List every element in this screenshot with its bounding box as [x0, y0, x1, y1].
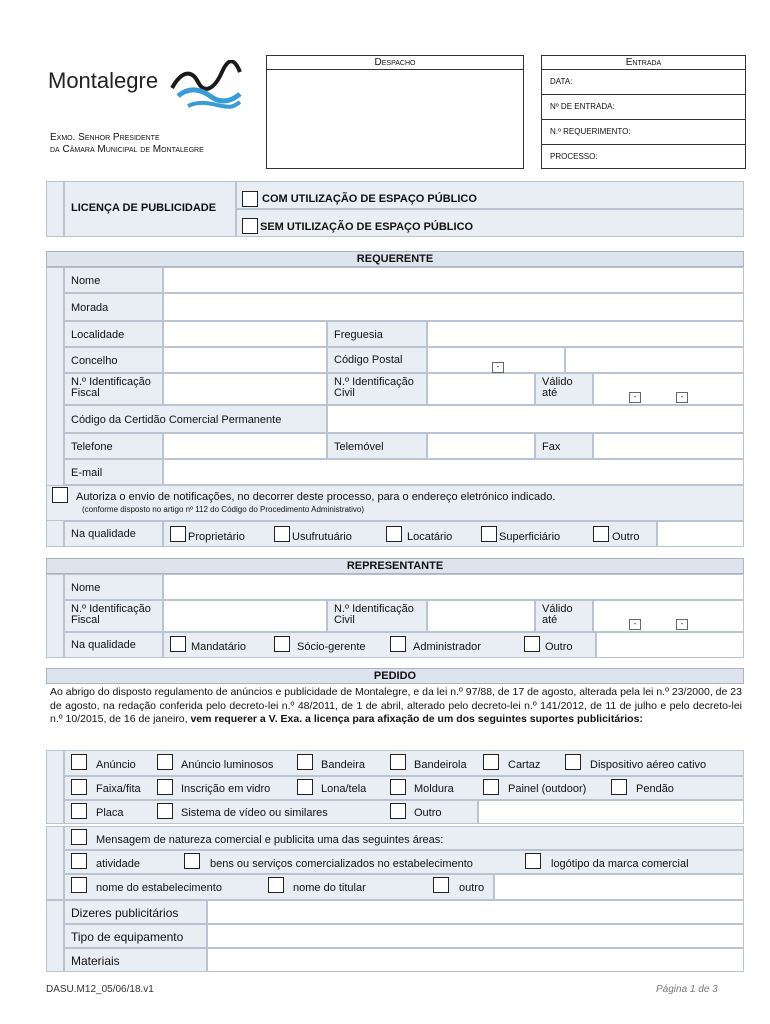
rep-nic-label: N.º Identificação Civil — [327, 600, 427, 632]
entrada-numero[interactable]: Nº DE ENTRADA: — [542, 95, 745, 120]
area-atividade-label: atividade — [96, 858, 141, 870]
req-usufrutuario-label: Usufrutuário — [292, 531, 352, 543]
req-valido-field[interactable] — [593, 373, 744, 405]
logo-wave-icon — [166, 60, 246, 120]
sistema-video-checkbox[interactable] — [157, 803, 173, 819]
dispositivo-aereo-checkbox[interactable] — [565, 754, 581, 770]
req-superficiario-label: Superficiário — [499, 531, 561, 543]
req-morada-label: Morada — [64, 293, 163, 321]
req-proprietario-label: Proprietário — [188, 531, 245, 543]
req-freguesia-label: Freguesia — [327, 321, 427, 347]
moldura-label: Moldura — [414, 783, 454, 795]
req-nic-label: N.º Identificação Civil — [327, 373, 427, 405]
rep-qualidade-outro-field[interactable] — [596, 632, 744, 658]
req-autoriza-note: (conforme disposto no artigo nº 112 do Código do Procedimento Administrativo) — [82, 505, 365, 514]
area-nome-estabelecimento-checkbox[interactable] — [71, 877, 87, 893]
req-freguesia-field[interactable] — [427, 321, 744, 347]
moldura-checkbox[interactable] — [390, 779, 406, 795]
entrada-title: Entrada — [542, 56, 745, 70]
despacho-box[interactable] — [266, 55, 524, 169]
painel-outdoor-label: Painel (outdoor) — [508, 783, 587, 795]
area-outro-label: outro — [459, 882, 485, 894]
area-nome-estabelecimento-label: nome do estabelecimento — [96, 882, 222, 894]
area-nome-titular-label: nome do titular — [293, 882, 366, 894]
req-concelho-label: Concelho — [64, 347, 163, 373]
licenca-side — [46, 181, 64, 237]
area-logotipo-label: logótipo da marca comercial — [551, 858, 689, 870]
pedido-detalhes-side — [46, 900, 64, 972]
req-valido-dash-2: - — [676, 392, 688, 403]
area-atividade-checkbox[interactable] — [71, 853, 87, 869]
req-locatario-label: Locatário — [407, 531, 453, 543]
req-proprietario-checkbox[interactable] — [170, 526, 186, 542]
req-concelho-field[interactable] — [163, 347, 327, 373]
req-qualidade-label: Na qualidade — [64, 521, 163, 547]
rep-outro-checkbox[interactable] — [524, 636, 540, 652]
rep-mandatario-checkbox[interactable] — [170, 636, 186, 652]
entrada-processo[interactable]: PROCESSO: — [550, 152, 598, 161]
mensagem-checkbox[interactable] — [71, 829, 87, 845]
req-nome-field[interactable] — [163, 267, 744, 293]
pedido-header: PEDIDO — [46, 668, 744, 684]
entrada-requerimento[interactable]: N.º REQUERIMENTO: — [542, 120, 745, 145]
rep-valido-dash-2: - — [676, 619, 688, 630]
req-codigo-postal-locality[interactable] — [565, 347, 744, 373]
faixa-fita-label: Faixa/fita — [96, 783, 141, 795]
req-nome-label: Nome — [64, 267, 163, 293]
lona-tela-label: Lona/tela — [321, 783, 367, 795]
sistema-video-label: Sistema de vídeo ou similares — [181, 807, 328, 819]
req-superficiario-checkbox[interactable] — [481, 526, 497, 542]
dizeres-label: Dizeres publicitários — [64, 900, 207, 924]
suporte-outro-checkbox[interactable] — [390, 803, 406, 819]
pedido-mensagem-side — [46, 826, 64, 900]
pendao-checkbox[interactable] — [611, 779, 627, 795]
dispositivo-aereo-label: Dispositivo aéreo cativo — [590, 759, 707, 771]
pedido-text: Ao abrigo do disposto regulamento de anúncios e publicidade de Montalegre, e da lei n.º 97/88, de 17 de agosto, alterada pela lei n.º 23/2000, de 23 de agosto, na redação conferida pelo decreto-lei n.º 48/2011, de 1 de abril, alterado pelo decreto-lei n.º 141/2012, de 11 de julho e pelo decreto-lei n.º 10/2015, de 16 de janeiro, vem requerer a V. Exa. a licença para afixação de um dos seguintes suportes publicitários: — [50, 686, 742, 725]
req-telefone-field[interactable] — [163, 433, 327, 459]
rep-nif-label: N.º Identificação Fiscal — [64, 600, 163, 632]
inscricao-vidro-label: Inscrição em vidro — [181, 783, 271, 795]
rep-socio-gerente-label: Sócio-gerente — [297, 641, 366, 653]
licenca-com-label: COM UTILIZAÇÃO DE ESPAÇO PÚBLICO — [262, 193, 477, 205]
requerente-header: REQUERENTE — [46, 251, 744, 267]
rep-mandatario-label: Mandatário — [191, 641, 247, 653]
rep-nic-field[interactable] — [427, 600, 535, 632]
footer-page: Página 1 de 3 — [656, 984, 718, 995]
rep-qualidade-label: Na qualidade — [64, 632, 163, 658]
inscricao-vidro-checkbox[interactable] — [157, 779, 173, 795]
rep-nome-field[interactable] — [163, 574, 744, 600]
faixa-fita-checkbox[interactable] — [71, 779, 87, 795]
recipient-line1: Exmo. Senhor Presidente — [50, 132, 160, 143]
pedido-suportes-side — [46, 750, 64, 824]
placa-label: Placa — [96, 807, 124, 819]
anuncio-luminosos-label: Anúncio luminosos — [181, 759, 274, 771]
req-nif-label: N.º Identificação Fiscal — [64, 373, 163, 405]
req-certidao-label: Código da Certidão Comercial Permanente — [64, 405, 327, 433]
req-fax-label: Fax — [535, 433, 593, 459]
bandeira-checkbox[interactable] — [297, 754, 313, 770]
licenca-com-checkbox[interactable] — [242, 191, 258, 207]
rep-administrador-checkbox[interactable] — [390, 636, 406, 652]
req-codigo-postal-label: Código Postal — [327, 347, 427, 373]
area-bens-servicos-checkbox[interactable] — [184, 853, 200, 869]
placa-checkbox[interactable] — [71, 803, 87, 819]
rep-nif-field[interactable] — [163, 600, 327, 632]
req-nic-field[interactable] — [427, 373, 535, 405]
rep-outro-label: Outro — [545, 641, 573, 653]
cartaz-label: Cartaz — [508, 759, 541, 771]
pedido-areas-outro-field[interactable] — [494, 874, 744, 900]
req-locatario-checkbox[interactable] — [386, 526, 402, 542]
req-certidao-field[interactable] — [327, 405, 744, 433]
req-valido-dash-1: - — [629, 392, 641, 403]
req-fax-field[interactable] — [593, 433, 744, 459]
licenca-sem-checkbox[interactable] — [242, 218, 258, 234]
materiais-field[interactable] — [207, 948, 744, 972]
req-codigo-postal-dash: - — [492, 362, 504, 373]
representante-side — [46, 574, 64, 658]
entrada-data[interactable]: DATA: — [542, 70, 745, 95]
bandeirola-checkbox[interactable] — [390, 754, 406, 770]
req-telemovel-label: Telemóvel — [327, 433, 427, 459]
dizeres-field[interactable] — [207, 900, 744, 924]
recipient-line2: da Câmara Municipal de Montalegre — [50, 144, 204, 155]
despacho-title: Despacho — [267, 56, 523, 70]
entrada-box — [541, 55, 746, 169]
rep-nome-label: Nome — [64, 574, 163, 600]
pendao-label: Pendão — [636, 783, 674, 795]
req-morada-field[interactable] — [163, 293, 744, 321]
materiais-label: Materiais — [64, 948, 207, 972]
rep-valido-dash-1: - — [629, 619, 641, 630]
req-autoriza-text: Autoriza o envio de notificações, no decorrer deste processo, para o endereço eletrónico indicado. — [76, 491, 556, 503]
painel-outdoor-checkbox[interactable] — [483, 779, 499, 795]
rep-administrador-label: Administrador — [413, 641, 481, 653]
req-telemovel-field[interactable] — [427, 433, 535, 459]
rep-valido-label: Válido até — [535, 600, 593, 632]
req-nif-field[interactable] — [163, 373, 327, 405]
req-autoriza-checkbox[interactable] — [52, 487, 68, 503]
req-localidade-field[interactable] — [163, 321, 327, 347]
anuncio-label: Anúncio — [96, 759, 136, 771]
req-telefone-label: Telefone — [64, 433, 163, 459]
anuncio-luminosos-checkbox[interactable] — [157, 754, 173, 770]
req-outro-label: Outro — [612, 531, 640, 543]
logo — [48, 60, 248, 120]
suporte-outro-label: Outro — [414, 807, 442, 819]
pedido-suportes-row3-blank — [478, 800, 744, 824]
representante-header: REPRESENTANTE — [46, 558, 744, 574]
tipo-field[interactable] — [207, 924, 744, 948]
licenca-sem-label: SEM UTILIZAÇÃO DE ESPAÇO PÚBLICO — [260, 221, 474, 233]
licenca-title: LICENÇA DE PUBLICIDADE — [64, 181, 236, 237]
req-usufrutuario-checkbox[interactable] — [274, 526, 290, 542]
area-bens-servicos-label: bens ou serviços comercializados no estabelecimento — [210, 858, 473, 870]
req-email-label: E-mail — [64, 459, 163, 485]
lona-tela-checkbox[interactable] — [297, 779, 313, 795]
req-email-field[interactable] — [163, 459, 744, 485]
bandeira-label: Bandeira — [321, 759, 366, 771]
req-outro-checkbox[interactable] — [593, 526, 609, 542]
recipient — [50, 132, 204, 156]
logo-text: Montalegre — [48, 68, 159, 93]
area-outro-checkbox[interactable] — [433, 877, 449, 893]
rep-socio-gerente-checkbox[interactable] — [274, 636, 290, 652]
req-qualidade-outro-field[interactable] — [657, 521, 744, 547]
tipo-label: Tipo de equipamento — [64, 924, 207, 948]
rep-valido-field[interactable] — [593, 600, 744, 632]
mensagem-label: Mensagem de natureza comercial e publicita uma das seguintes áreas: — [96, 834, 444, 846]
req-localidade-label: Localidade — [64, 321, 163, 347]
area-logotipo-checkbox[interactable] — [525, 853, 541, 869]
cartaz-checkbox[interactable] — [483, 754, 499, 770]
req-valido-label: Válido até — [535, 373, 593, 405]
area-nome-titular-checkbox[interactable] — [268, 877, 284, 893]
footer-code: DASU.M12_05/06/18.v1 — [46, 984, 154, 995]
bandeirola-label: Bandeirola — [414, 759, 467, 771]
anuncio-checkbox[interactable] — [71, 754, 87, 770]
